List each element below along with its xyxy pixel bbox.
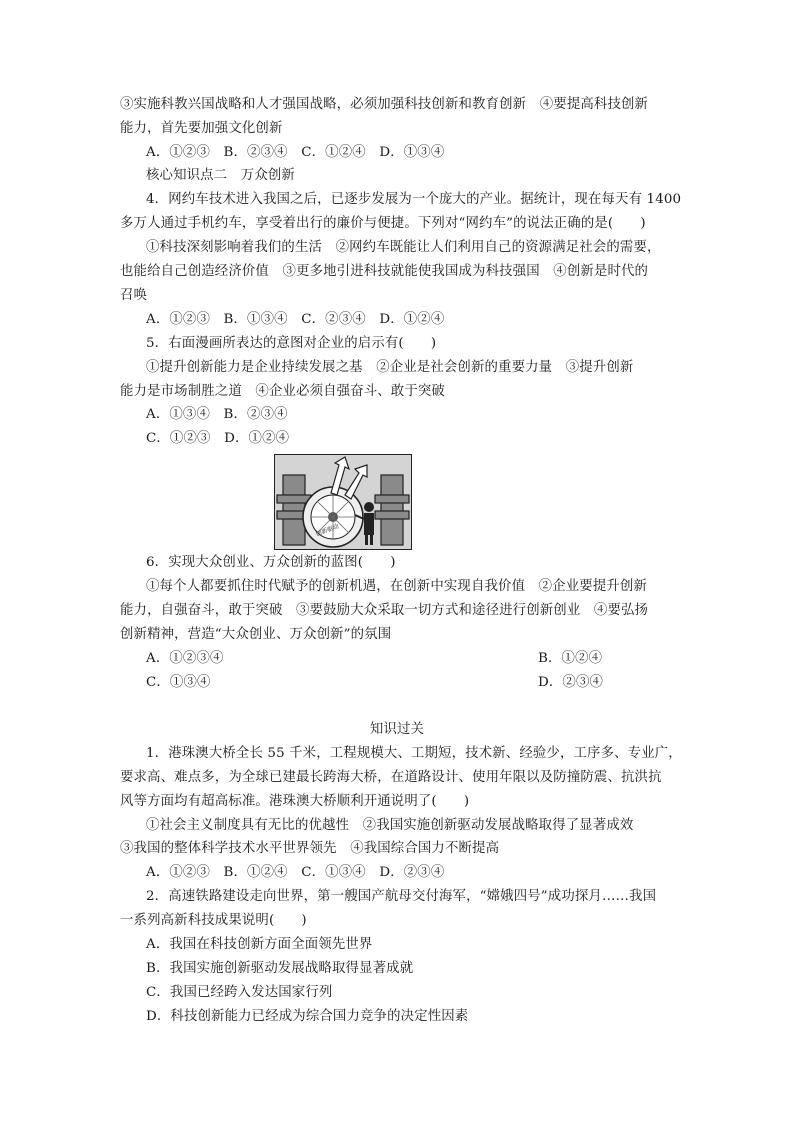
knowledge-point-2-title: 核心知识点二 万众创新 [146, 168, 295, 183]
section-title-knowledge-check: 知识过关 [369, 722, 425, 737]
innovation-gear [303, 487, 363, 547]
q4-item-line-2: 也能给自己创造经济价值 ③更多地引进科技就能使我国成为科技强国 ④创新是时代的 [120, 264, 649, 279]
q6-option-c: C．①③④ [146, 675, 211, 690]
q5-stem: 5．右面漫画所表达的意图对企业的启示有( ) [146, 336, 437, 351]
q4-options: A．①②③ B．①③④ C．②③④ D．①②④ [146, 312, 445, 327]
gear-label: 创新驱动 [314, 523, 340, 538]
q3-item-line-2: 能力，首先要加强文化创新 [120, 121, 283, 136]
q6-item-line-3: 创新精神，营造“大众创业、万众创新”的氛围 [120, 627, 392, 642]
q5-options-line-1: A．①③④ B．②③④ [146, 407, 288, 422]
s2-q2-stem-line-1: 2．高速铁路建设走向世界，第一艘国产航母交付海军，“嫦娥四号”成功探月……我国 [146, 889, 657, 904]
s2-q1-stem-line-1: 1．港珠澳大桥全长 55 千米，工程规模大、工期短，技术新、经验少，工序多、专业广， [146, 746, 682, 761]
cartoon-illustration [274, 454, 412, 550]
s2-q2-stem-line-2: 一系列高新科技成果说明( ) [120, 913, 307, 928]
s2-q2-option-b: B．我国实施创新驱动发展战略取得显著成就 [146, 961, 414, 976]
q4-stem-line-2: 多万人通过手机约车，享受着出行的廉价与便捷。下列对“网约车”的说法正确的是( ) [120, 216, 646, 231]
q5-options-line-2: C．①②③ D．①②④ [146, 431, 290, 446]
q3-options: A．①②③ B．②③④ C．①②④ D．①③④ [146, 145, 445, 160]
q6-item-line-1: ①每个人都要抓住时代赋予的创新机遇，在创新中实现自我价值 ②企业要提升创新 [146, 579, 648, 594]
s2-q1-item-line-1: ①社会主义制度具有无比的优越性 ②我国实施创新驱动发展战略取得了显著成效 [146, 818, 634, 833]
q5-item-line-2: 能力是市场制胜之道 ④企业必须自强奋斗、敢于突破 [120, 384, 445, 399]
q6-option-b: B．①②④ [538, 651, 603, 666]
s2-q2-option-a: A．我国在科技创新方面全面领先世界 [146, 937, 373, 952]
s2-q1-stem-line-2: 要求高、难点多，为全球已建最长跨海大桥，在道路设计、使用年限以及防撞防震、抗洪抗 [120, 770, 662, 785]
s2-q2-option-c: C．我国已经跨入发达国家行列 [146, 985, 333, 1000]
cartoon-drawing [275, 455, 411, 549]
q4-item-line-1: ①科技深刻影响着我们的生活 ②网约车既能让人们利用自己的资源满足社会的需要， [146, 240, 661, 255]
q6-stem: 6．实现大众创业、万众创新的蓝图( ) [146, 555, 396, 570]
q6-item-line-2: 能力，自强奋斗，敢于突破 ③要鼓励大众采取一切方式和途径进行创新创业 ④要弘扬 [120, 603, 649, 618]
q6-option-a: A．①②③④ [146, 651, 224, 666]
s2-q1-stem-line-3: 风等方面均有超高标准。港珠澳大桥顺利开通说明了( ) [120, 794, 470, 809]
q5-item-line-1: ①提升创新能力是企业持续发展之基 ②企业是社会创新的重要力量 ③提升创新 [146, 360, 634, 375]
s2-q1-item-line-2: ③我国的整体科学技术水平世界领先 ④我国综合国力不断提高 [120, 841, 500, 856]
q3-item-line-1: ③实施科教兴国战略和人才强国战略，必须加强科技创新和教育创新 ④要提高科技创新 [120, 97, 649, 112]
q4-stem-line-1: 4．网约车技术进入我国之后，已逐步发展为一个庞大的产业。据统计，现在每天有 1400 [146, 192, 682, 207]
q6-option-d: D．②③④ [538, 675, 604, 690]
q4-item-line-3: 召唤 [120, 288, 148, 303]
s2-q1-options: A．①②③ B．①②④ C．①③④ D．②③④ [146, 865, 445, 880]
s2-q2-option-d: D．科技创新能力已经成为综合国力竞争的决定性因素 [146, 1009, 469, 1024]
